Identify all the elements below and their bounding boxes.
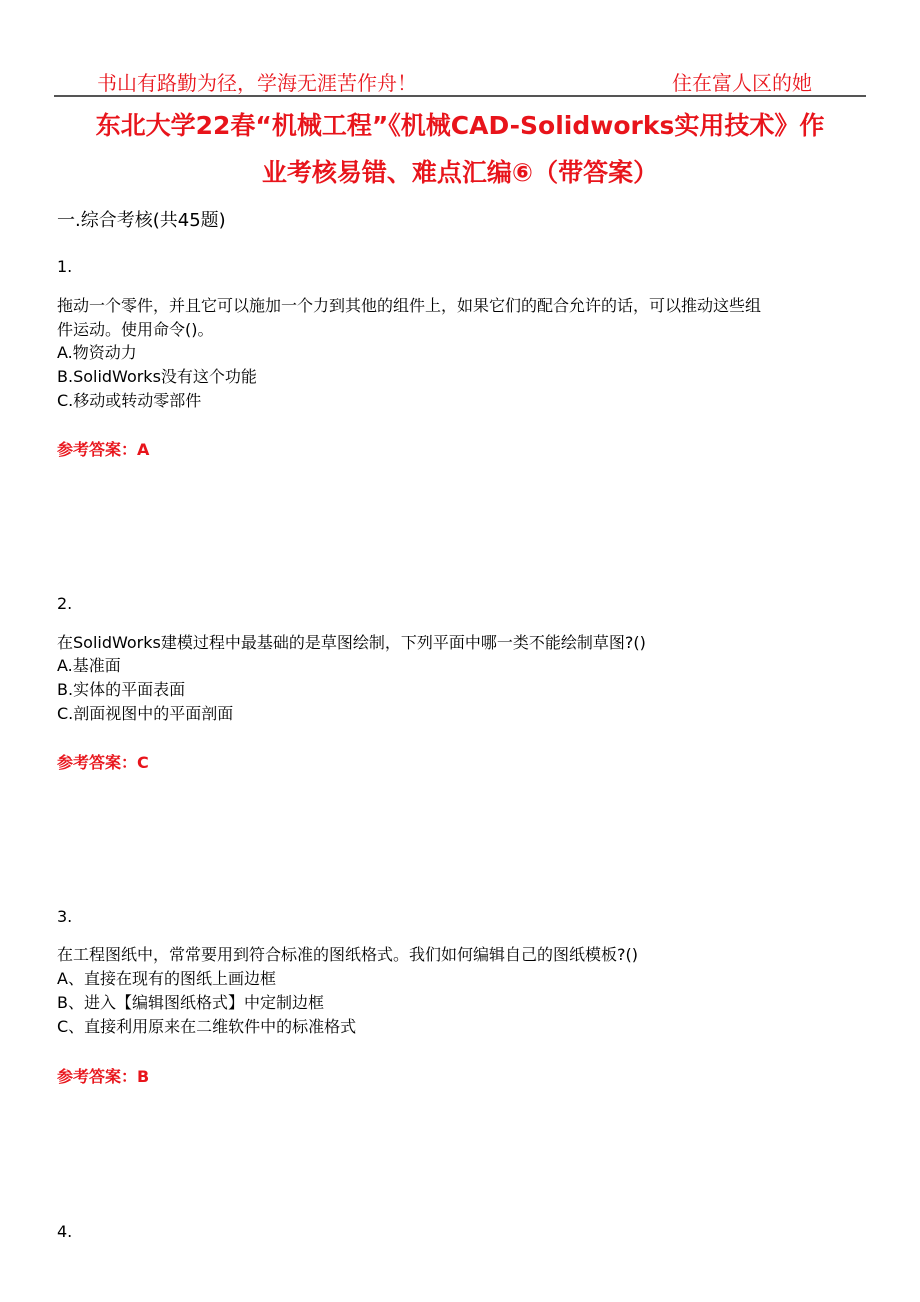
question-number: 3. (57, 907, 73, 926)
header-divider (54, 95, 866, 97)
option-a: A、直接在现有的图纸上画边框 (57, 969, 276, 988)
question-number: 4. (57, 1222, 73, 1241)
option-b: B.实体的平面表面 (57, 680, 186, 699)
question-stem: 在SolidWorks建模过程中最基础的是草图绘制，下列平面中哪一类不能绘制草图?() (57, 633, 646, 652)
question-stem: 在工程图纸中，常常要用到符合标准的图纸格式。我们如何编辑自己的图纸模板?() (57, 945, 638, 964)
option-c: C.剖面视图中的平面剖面 (57, 704, 234, 723)
question-number: 2. (57, 594, 73, 613)
section-heading: 一.综合考核(共45题) (57, 210, 226, 231)
doc-title-line2: 业考核易错、难点汇编⑥（带答案） (261, 158, 659, 187)
doc-title-line1: 东北大学22春“机械工程”《机械CAD-Solidworks实用技术》作 (95, 111, 825, 140)
header-author: 住在富人区的她 (672, 71, 812, 95)
option-a: A.物资动力 (57, 343, 137, 362)
option-a: A.基准面 (57, 656, 121, 675)
header-motto: 书山有路勤为径，学海无涯苦作舟！ (97, 71, 417, 95)
answer: 参考答案：B (57, 1067, 150, 1086)
option-b: B.SolidWorks没有这个功能 (57, 367, 257, 386)
option-c: C.移动或转动零部件 (57, 391, 202, 410)
option-b: B、进入【编辑图纸格式】中定制边框 (57, 993, 324, 1012)
question-stem: 拖动一个零件，并且它可以施加一个力到其他的组件上，如果它们的配合允许的话，可以推动这些组 (57, 296, 762, 315)
answer: 参考答案：C (57, 753, 149, 772)
answer: 参考答案：A (57, 440, 150, 459)
option-c: C、直接利用原来在二维软件中的标准格式 (57, 1017, 357, 1036)
question-number: 1. (57, 257, 73, 276)
question-stem: 件运动。使用命令()。 (57, 320, 214, 339)
